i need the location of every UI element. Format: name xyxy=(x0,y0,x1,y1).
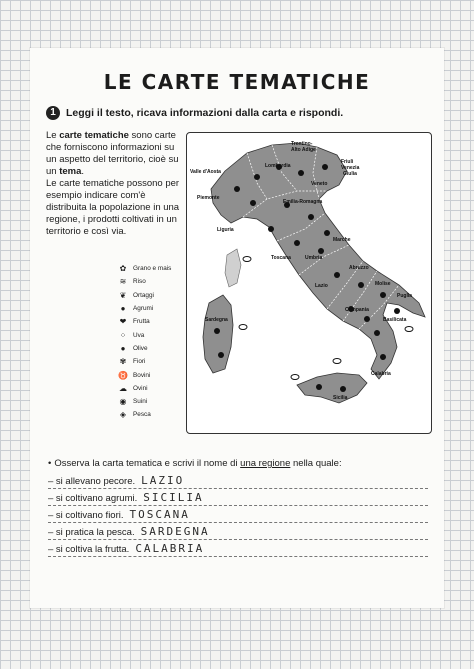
fish-icon: ◈ xyxy=(119,410,127,420)
legend-item xyxy=(118,328,188,341)
olive-icon: ● xyxy=(120,343,126,353)
map-legend xyxy=(118,262,188,422)
map-label-basilicata: Basilicata xyxy=(383,317,407,323)
legend-item xyxy=(118,289,188,302)
map-label-molise: Molise xyxy=(375,281,391,287)
answer-handwritten[interactable]: CALABRIA xyxy=(135,542,205,555)
task-suffix: nella quale: xyxy=(290,458,342,469)
legend-item xyxy=(118,408,188,421)
intro-bold-term: carte tematiche xyxy=(59,130,129,141)
map-label-sardegna: Sardegna xyxy=(205,317,228,323)
intro-part2: sono carte che forniscono informazioni su un aspetto del territorio, cioè su un xyxy=(46,130,179,177)
legend-label: Suini xyxy=(133,398,148,406)
exercise-instruction: Leggi il testo, ricava informazioni dalla carta e rispondi. xyxy=(66,107,344,119)
map-label-friuli: Friuli xyxy=(341,159,354,165)
legend-item xyxy=(118,315,188,328)
legend-label: Ovini xyxy=(133,384,148,392)
task-instruction xyxy=(48,458,342,469)
map-label-trentino: Trentino- xyxy=(291,141,313,147)
legend-label: Pesca xyxy=(133,411,151,419)
map-label-abruzzo: Abruzzo xyxy=(349,265,369,271)
task-prefix: Osserva la carta tematica e scrivi il nome di xyxy=(54,458,241,469)
legend-item xyxy=(118,262,188,275)
map-label-venezia: Venezia xyxy=(341,165,360,171)
italy-peninsula-shape xyxy=(211,143,425,379)
map-label-emilia: Emilia-Romagna xyxy=(283,199,323,205)
bullet-icon: • xyxy=(48,458,52,469)
answer-question: – si allevano pecore. xyxy=(48,476,136,487)
map-label-marche: Marche xyxy=(333,237,351,243)
answer-line xyxy=(48,474,428,489)
map-label-alto-adige: Alto Adige xyxy=(291,147,316,153)
answer-line xyxy=(48,525,428,540)
map-label-giulia: Giulia xyxy=(343,171,357,177)
answer-question: – si coltivano agrumi. xyxy=(48,493,138,504)
intro-part1: Le xyxy=(46,130,60,141)
grape-icon: ⁘ xyxy=(119,330,127,340)
legend-label: Olive xyxy=(133,344,148,352)
worksheet xyxy=(30,48,444,608)
citrus-icon: ● xyxy=(120,304,126,314)
map-label-umbria: Umbria xyxy=(305,255,323,261)
sardinia-shape xyxy=(203,295,233,373)
answer-handwritten[interactable]: LAZIO xyxy=(141,474,185,487)
answer-handwritten[interactable]: TOSCANA xyxy=(129,508,190,521)
rice-icon: ≋ xyxy=(119,277,127,287)
intro-bold-tema: tema xyxy=(59,166,82,177)
legend-label: Grano e mais xyxy=(133,265,172,273)
italy-map-image xyxy=(187,133,431,433)
map-label-sicilia: Sicilia xyxy=(333,395,348,401)
answer-line xyxy=(48,508,428,523)
answer-question: – si coltivano fiori. xyxy=(48,510,124,521)
map-label-valle-aosta: Valle d'Aosta xyxy=(190,169,221,175)
map-label-liguria: Liguria xyxy=(217,227,234,233)
map-label-toscana: Toscana xyxy=(271,255,291,261)
cattle-icon: ♉ xyxy=(118,370,128,380)
map-label-puglia: Puglia xyxy=(397,293,413,299)
exercise-number: 1 xyxy=(46,106,60,120)
intro-paragraph-2: Le carte tematiche possono per esempio indicare com'è distribuita la popolazione in una regione, i prodotti coltivati in un territorio e così via. xyxy=(46,178,180,237)
legend-item xyxy=(118,368,188,381)
vegetables-icon: ❦ xyxy=(119,290,127,300)
legend-label: Fiori xyxy=(133,358,146,366)
thematic-map xyxy=(186,132,432,434)
map-label-lazio: Lazio xyxy=(315,283,328,289)
task-underlined: una regione xyxy=(240,458,291,469)
legend-label: Riso xyxy=(133,278,146,286)
sicily-shape xyxy=(297,373,367,403)
page-title: LE CARTE TEMATICHE xyxy=(103,70,371,94)
map-label-piemonte: Piemonte xyxy=(197,195,220,201)
map-label-campania: Campania xyxy=(345,307,369,313)
sheep-icon: ☁ xyxy=(119,383,127,393)
exercise-header xyxy=(46,106,343,120)
legend-label: Bovini xyxy=(133,371,151,379)
legend-label: Frutta xyxy=(133,318,150,326)
legend-item xyxy=(118,302,188,315)
answer-question: – si pratica la pesca. xyxy=(48,527,135,538)
map-label-lombardia: Lombardia xyxy=(265,163,291,169)
intro-part3: . xyxy=(81,166,85,177)
legend-item xyxy=(118,355,188,368)
legend-label: Agrumi xyxy=(133,305,154,313)
answer-line xyxy=(48,491,428,506)
corsica-shape xyxy=(225,249,241,287)
legend-item xyxy=(118,342,188,355)
answer-handwritten[interactable]: SICILIA xyxy=(143,491,204,504)
legend-label: Ortaggi xyxy=(133,291,154,299)
answer-handwritten[interactable]: SARDEGNA xyxy=(140,525,210,538)
fruit-icon: ❤ xyxy=(119,317,127,327)
answer-question: – si coltiva la frutta. xyxy=(48,544,130,555)
map-label-calabria: Calabria xyxy=(371,371,391,377)
intro-text xyxy=(46,130,182,238)
pig-icon: ◉ xyxy=(119,397,127,407)
grain-icon: ✿ xyxy=(119,264,127,274)
legend-item xyxy=(118,275,188,288)
legend-item xyxy=(118,382,188,395)
map-label-veneto: Veneto xyxy=(311,181,328,187)
legend-label: Uva xyxy=(133,331,145,339)
flower-icon: ✾ xyxy=(119,357,127,367)
answer-line xyxy=(48,542,428,557)
legend-item xyxy=(118,395,188,408)
